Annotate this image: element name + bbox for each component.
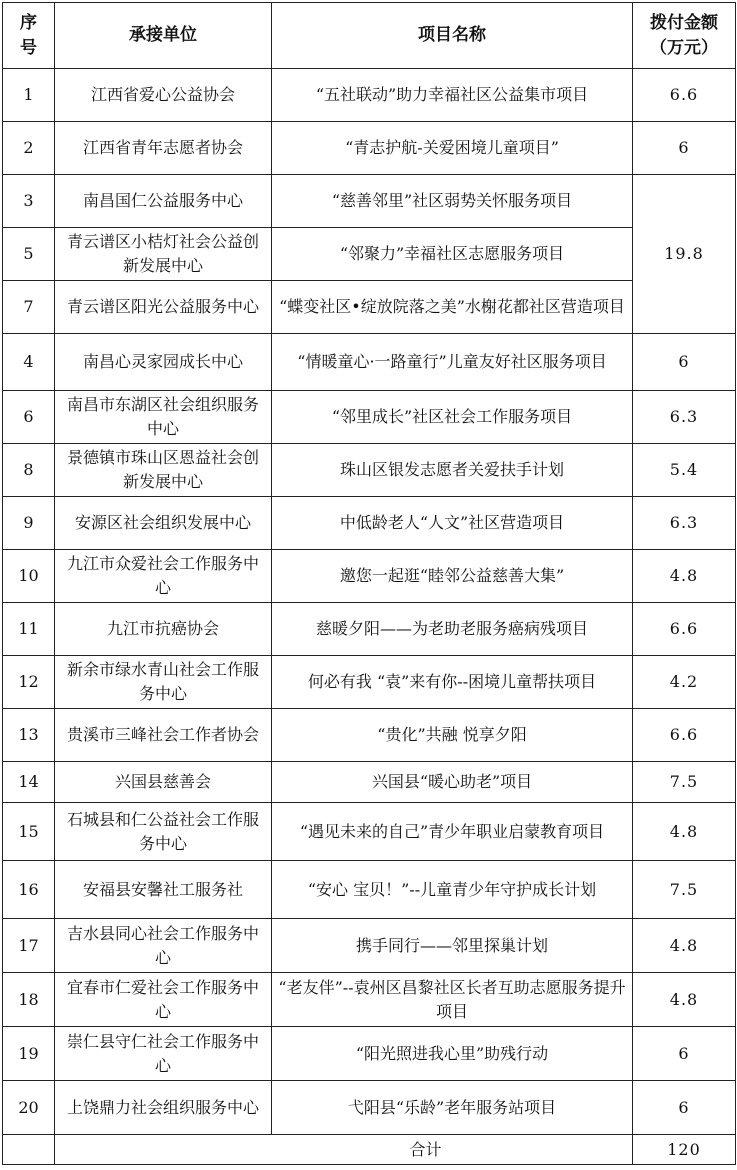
total-seq-empty	[3, 1135, 55, 1165]
row-amount: 4.2	[633, 656, 736, 709]
row-amount: 6.6	[633, 709, 736, 762]
table-row	[3, 228, 736, 281]
row-unit: 青云谱区小桔灯社会公益创新发展中心	[55, 228, 272, 281]
row-project: 何必有我 “袁”来有你--困境儿童帮扶项目	[272, 656, 633, 709]
row-project: “情暖童心·一路童行”儿童友好社区服务项目	[272, 334, 633, 391]
row-seq: 7	[3, 281, 55, 334]
row-unit: 兴国县慈善会	[55, 762, 272, 803]
table-row	[3, 919, 736, 973]
row-amount: 4.8	[633, 550, 736, 603]
row-project: “蝶变社区•绽放院落之美”水榭花都社区营造项目	[272, 281, 633, 334]
row-seq: 3	[3, 175, 55, 228]
row-project: “青志护航-关爱困境儿童项目”	[272, 122, 633, 175]
row-project: 慈暖夕阳——为老助老服务癌病残项目	[272, 603, 633, 656]
row-unit: 江西省爱心公益协会	[55, 69, 272, 122]
row-seq: 10	[3, 550, 55, 603]
row-unit: 宜春市仁爱社会工作服务中心	[55, 973, 272, 1027]
row-amount: 4.8	[633, 973, 736, 1027]
row-amount: 6.3	[633, 391, 736, 444]
row-seq: 17	[3, 919, 55, 973]
row-amount: 6	[633, 1081, 736, 1135]
table-row	[3, 709, 736, 762]
row-project: “五社联动”助力幸福社区公益集市项目	[272, 69, 633, 122]
row-unit: 青云谱区阳光公益服务中心	[55, 281, 272, 334]
row-unit: 贵溪市三峰社会工作者协会	[55, 709, 272, 762]
row-seq: 20	[3, 1081, 55, 1135]
table-row	[3, 175, 736, 228]
row-seq: 14	[3, 762, 55, 803]
row-project: “阳光照进我心里”助残行动	[272, 1027, 633, 1081]
table-row	[3, 603, 736, 656]
row-unit: 景德镇市珠山区恩益社会创新发展中心	[55, 444, 272, 497]
header-row	[3, 3, 736, 69]
row-seq: 2	[3, 122, 55, 175]
row-project: “安心 宝贝！”--儿童青少年守护成长计划	[272, 861, 633, 919]
table-row	[3, 1027, 736, 1081]
row-unit: 安福县安馨社工服务社	[55, 861, 272, 919]
row-unit: 南昌国仁公益服务中心	[55, 175, 272, 228]
row-seq: 15	[3, 803, 55, 861]
table-row	[3, 444, 736, 497]
row-project: “邻聚力”幸福社区志愿服务项目	[272, 228, 633, 281]
row-project: “慈善邻里”社区弱势关怀服务项目	[272, 175, 633, 228]
row-project: “遇见未来的自己”青少年职业启蒙教育项目	[272, 803, 633, 861]
row-amount: 4.8	[633, 919, 736, 973]
row-seq: 1	[3, 69, 55, 122]
row-seq: 4	[3, 334, 55, 391]
total-label: 合计	[55, 1135, 633, 1165]
row-unit: 新余市绿水青山社会工作服务中心	[55, 656, 272, 709]
row-unit: 吉水县同心社会工作服务中心	[55, 919, 272, 973]
row-seq: 6	[3, 391, 55, 444]
funding-table	[2, 2, 736, 1165]
row-project: 兴国县“暖心助老”项目	[272, 762, 633, 803]
row-project: 中低龄老人“人文”社区营造项目	[272, 497, 633, 550]
total-row	[3, 1135, 736, 1165]
row-amount: 6	[633, 122, 736, 175]
row-amount: 4.8	[633, 803, 736, 861]
row-project: “老友伴”--袁州区昌黎社区长者互助志愿服务提升项目	[272, 973, 633, 1027]
row-project: “贵化”共融 悦享夕阳	[272, 709, 633, 762]
row-amount: 6.6	[633, 603, 736, 656]
row-seq: 18	[3, 973, 55, 1027]
table-row	[3, 122, 736, 175]
row-project: 弋阳县“乐龄”老年服务站项目	[272, 1081, 633, 1135]
table-row	[3, 861, 736, 919]
row-seq: 11	[3, 603, 55, 656]
row-unit: 崇仁县守仁社会工作服务中心	[55, 1027, 272, 1081]
header-amount: 拨付金额（万元）	[633, 3, 736, 69]
header-project: 项目名称	[272, 3, 633, 69]
table-row	[3, 497, 736, 550]
row-unit: 石城县和仁公益社会工作服务中心	[55, 803, 272, 861]
row-seq: 13	[3, 709, 55, 762]
row-seq: 19	[3, 1027, 55, 1081]
row-project: 邀您一起逛“睦邻公益慈善大集”	[272, 550, 633, 603]
row-amount: 5.4	[633, 444, 736, 497]
table-row	[3, 334, 736, 391]
table-row	[3, 391, 736, 444]
total-amount: 120	[633, 1135, 736, 1165]
row-amount: 6	[633, 334, 736, 391]
row-unit: 安源区社会组织发展中心	[55, 497, 272, 550]
table-row	[3, 803, 736, 861]
row-project: “邻里成长”社区社会工作服务项目	[272, 391, 633, 444]
row-unit: 南昌市东湖区社会组织服务中心	[55, 391, 272, 444]
row-amount: 6.3	[633, 497, 736, 550]
table-row	[3, 973, 736, 1027]
row-project: 携手同行——邻里探巢计划	[272, 919, 633, 973]
row-seq: 9	[3, 497, 55, 550]
table-row	[3, 656, 736, 709]
row-seq: 12	[3, 656, 55, 709]
row-unit: 上饶鼎力社会组织服务中心	[55, 1081, 272, 1135]
row-project: 珠山区银发志愿者关爱扶手计划	[272, 444, 633, 497]
row-unit: 江西省青年志愿者协会	[55, 122, 272, 175]
table-row	[3, 1081, 736, 1135]
row-amount: 7.5	[633, 762, 736, 803]
row-unit: 南昌心灵家园成长中心	[55, 334, 272, 391]
row-amount-merged: 19.8	[633, 175, 736, 334]
table-row	[3, 550, 736, 603]
row-unit: 九江市抗癌协会	[55, 603, 272, 656]
row-amount: 6.6	[633, 69, 736, 122]
header-unit: 承接单位	[55, 3, 272, 69]
table-row	[3, 69, 736, 122]
row-seq: 16	[3, 861, 55, 919]
row-seq: 8	[3, 444, 55, 497]
table-row	[3, 281, 736, 334]
row-unit: 九江市众爱社会工作服务中心	[55, 550, 272, 603]
row-amount: 7.5	[633, 861, 736, 919]
row-amount: 6	[633, 1027, 736, 1081]
table-row	[3, 762, 736, 803]
row-seq: 5	[3, 228, 55, 281]
header-seq: 序号	[3, 3, 55, 69]
